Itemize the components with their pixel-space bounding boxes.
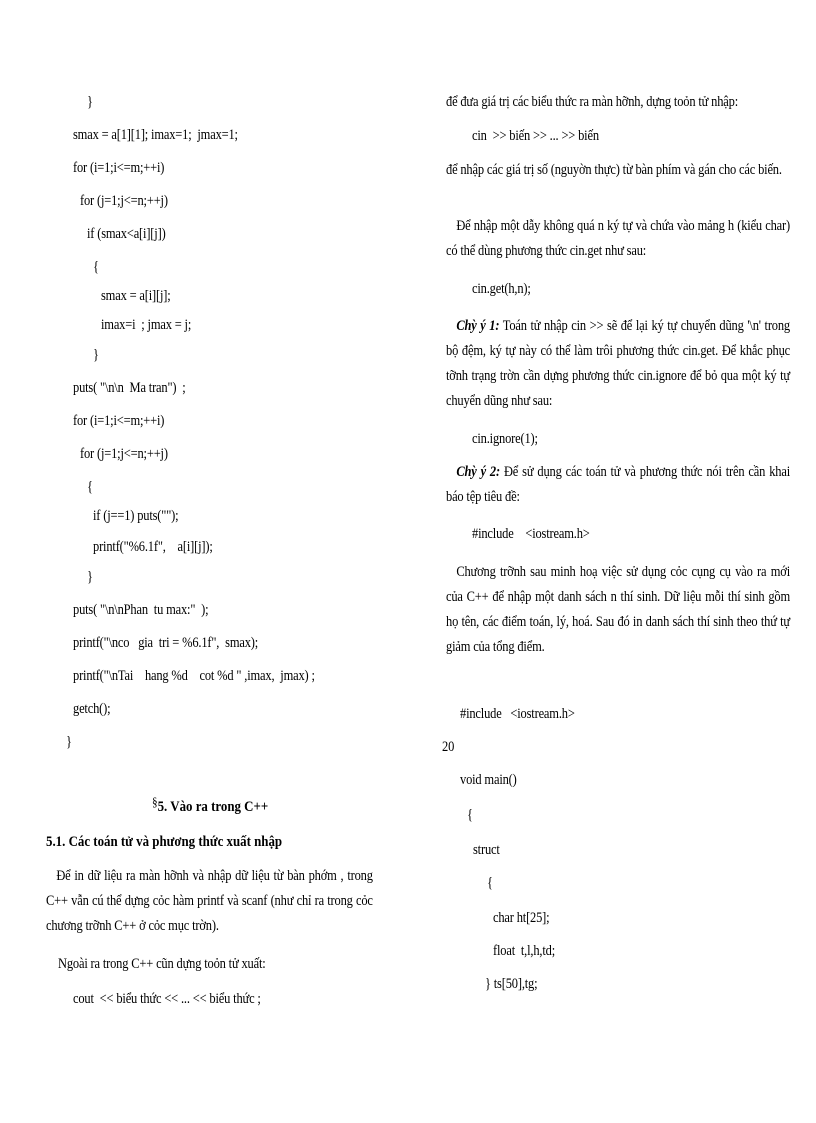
code-line: for (i=1;i<=m;++i) xyxy=(73,160,165,176)
code-line: puts( "\n\nPhan tu max:" ); xyxy=(73,602,209,618)
subsection-heading: 5.1. Các toán tử và phương thức xuất nhập xyxy=(46,834,283,850)
code-line: cin.get(h,n); xyxy=(472,281,531,297)
code-line: for (j=1;j<=n;++j) xyxy=(80,446,168,462)
code-line: puts( "\n\n Ma tran") ; xyxy=(73,380,186,396)
note-text: Toán tử nhập cin >> sẽ để lại ký tự chuyển dũng '\n' trong bộ đệm, ký tự này có thể làm trôi phương thức cin.get. Để khắc phục tỡnh trạng trờn cần dựng phương thức cin.ignore để bỏ qua một ký tự chuyển dũng như sau: xyxy=(446,318,790,409)
paragraph: để đưa giá trị các biểu thức ra màn hỡnh, dựng toỏn tử nhập: xyxy=(446,94,739,110)
right-column xyxy=(420,0,800,1123)
code-line: } xyxy=(87,94,93,110)
code-line: cin.ignore(1); xyxy=(472,431,538,447)
code-line: } xyxy=(66,734,72,750)
code-line: float t,l,h,td; xyxy=(493,943,556,959)
code-line: struct xyxy=(473,842,500,858)
code-line: } ts[50],tg; xyxy=(485,976,538,992)
code-line: if (j==1) puts(""); xyxy=(93,508,179,524)
code-line: void main() xyxy=(460,772,517,788)
left-column xyxy=(0,0,375,1123)
note-text: Để sử dụng các toán tử và phương thức nói trên cần khai báo tệp tiêu đề: xyxy=(446,464,790,505)
code-line: } xyxy=(87,569,93,585)
paragraph: Chương trỡnh sau minh hoạ việc sử dụng cỏc cụng cụ vào ra mới của C++ để nhập một danh sách n thí sinh. Dữ liệu mỗi thí sinh gồm họ tên, các điểm toán, lý, hoá. Sau đó in danh sách thí sinh theo thứ tự giảm của tổng điểm. xyxy=(446,564,790,655)
note-label: Chỳ ý 1: xyxy=(456,318,500,334)
code-line: cin >> biến >> ... >> biến xyxy=(472,128,599,144)
code-line: { xyxy=(93,259,99,275)
code-line: #include <iostream.h> xyxy=(472,526,590,542)
paragraph: Ngoài ra trong C++ cũn dựng toỏn tử xuất: xyxy=(58,956,266,972)
code-line: { xyxy=(467,807,473,823)
section-symbol: § xyxy=(152,794,158,809)
code-line: #include <iostream.h> xyxy=(460,706,575,722)
paragraph: để nhập các giá trị số (nguyờn thực) từ bàn phím và gán cho các biến. xyxy=(446,162,782,178)
code-line: { xyxy=(487,875,493,891)
paragraph: Để in dữ liệu ra màn hỡnh và nhập dữ liệu từ bàn phớm , trong C++ vẫn cú thể dựng cỏc hàm printf và scanf (như chỉ ra trong cỏc chương trỡnh C++ ở cỏc mục trờn). xyxy=(46,868,373,934)
code-line: cout << biểu thức << ... << biểu thức ; xyxy=(73,991,261,1007)
code-line: printf("\nco gia tri = %6.1f", smax); xyxy=(73,635,259,651)
code-line: printf("%6.1f", a[i][j]); xyxy=(93,539,213,555)
note-paragraph xyxy=(446,460,790,510)
page-number: 20 xyxy=(442,739,455,755)
code-line: imax=i ; jmax = j; xyxy=(101,317,192,333)
note-paragraph xyxy=(446,314,790,414)
code-line: smax = a[1][1]; imax=1; jmax=1; xyxy=(73,127,238,143)
paragraph: Để nhập một dẫy không quá n ký tự và chứa vào mảng h (kiểu char) có thể dùng phương thức cin.get như sau: xyxy=(446,218,790,259)
code-line: getch(); xyxy=(73,701,111,717)
code-line: { xyxy=(87,479,93,495)
code-line: smax = a[i][j]; xyxy=(101,288,171,304)
code-line: for (i=1;i<=m;++i) xyxy=(73,413,165,429)
code-line: } xyxy=(93,347,99,363)
note-label: Chỳ ý 2: xyxy=(456,464,500,480)
section-heading xyxy=(152,794,268,816)
section-title: 5. Vào ra trong C++ xyxy=(157,799,269,815)
code-line: char ht[25]; xyxy=(493,910,550,926)
code-line: for (j=1;j<=n;++j) xyxy=(80,193,168,209)
code-line: printf("\nTai hang %d cot %d " ,imax, jmax) ; xyxy=(73,668,315,684)
code-line: if (smax<a[i][j]) xyxy=(87,226,166,242)
